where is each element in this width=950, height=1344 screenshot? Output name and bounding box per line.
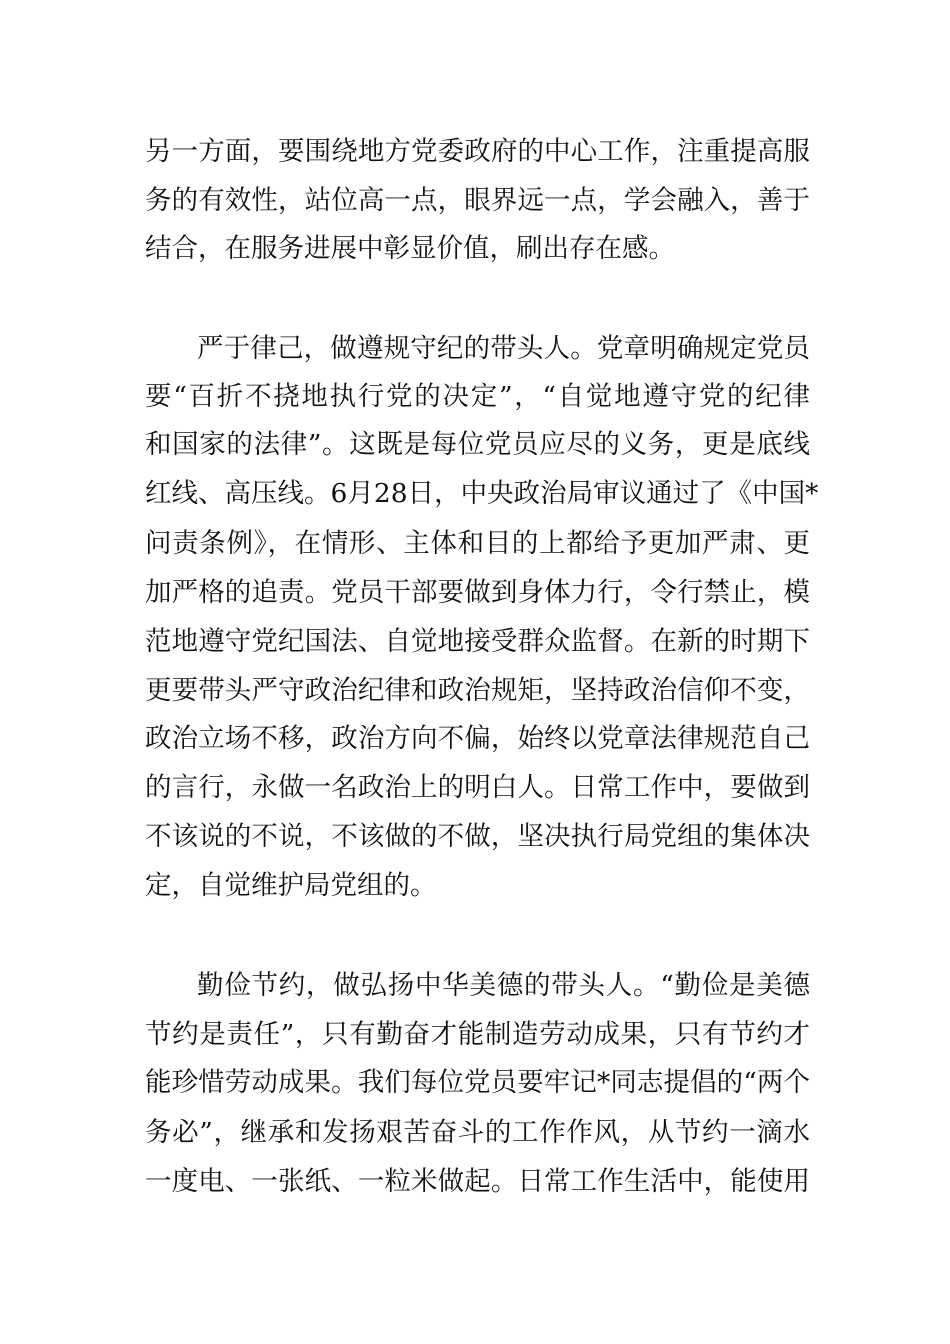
paragraph-2-line-1: 严于律己，做遵规守纪的带头人。党章明确规定党员 — [197, 333, 810, 364]
paragraph-2-line-3: 和国家的法律”。这既是每位党员应尽的义务，更是底线 — [145, 429, 810, 460]
paragraph-3-line-5: 一度电、一张纸、一粒米做起。日常工作生活中，能使用 — [145, 1166, 810, 1197]
paragraph-2-line-12: 定，自觉维护局党组的。 — [145, 870, 437, 901]
paragraph-2-line-10: 的言行，永做一名政治上的明白人。日常工作中，要做到 — [145, 772, 810, 803]
paragraph-2-line-2: 要“百折不挠地执行党的决定”，“自觉地遵守党的纪律 — [145, 381, 810, 412]
paragraph-2-line-7: 范地遵守党纪国法、自觉地接受群众监督。在新的时期下 — [145, 626, 810, 657]
paragraph-3-line-1: 勤俭节约，做弘扬中华美德的带头人。“勤俭是美德 — [197, 970, 810, 1001]
paragraph-1-line-3: 结合，在服务进展中彰显价值，刷出存在感。 — [145, 233, 675, 264]
paragraph-2-line-5: 问责条例》，在情形、主体和目的上都给予更加严肃、更 — [145, 528, 810, 559]
paragraph-2-line-8: 更要带头严守政治纪律和政治规矩，坚持政治信仰不变， — [145, 675, 810, 706]
paragraph-1-line-1: 另一方面，要围绕地方党委政府的中心工作，注重提高服 — [145, 136, 810, 167]
paragraph-2-line-6: 加严格的追责。党员干部要做到身体力行，令行禁止，模 — [145, 577, 810, 608]
paragraph-3-line-3: 能珍惜劳动成果。我们每位党员要牢记*同志提倡的“两个 — [145, 1067, 810, 1098]
paragraph-1-line-2: 务的有效性，站位高一点，眼界远一点，学会融入，善于 — [145, 185, 810, 216]
paragraph-2-line-4: 红线、高压线。6月28日，中央政治局审议通过了《中国* — [145, 478, 819, 509]
paragraph-3-line-2: 节约是责任”，只有勤奋才能制造劳动成果，只有节约才 — [145, 1019, 810, 1050]
paragraph-3-line-4: 务必”，继承和发扬艰苦奋斗的工作作风，从节约一滴水 — [145, 1117, 810, 1148]
paragraph-2-line-11: 不该说的不说，不该做的不做，坚决执行局党组的集体决 — [145, 821, 810, 852]
paragraph-2-line-9: 政治立场不移，政治方向不偏，始终以党章法律规范自己 — [145, 723, 810, 754]
